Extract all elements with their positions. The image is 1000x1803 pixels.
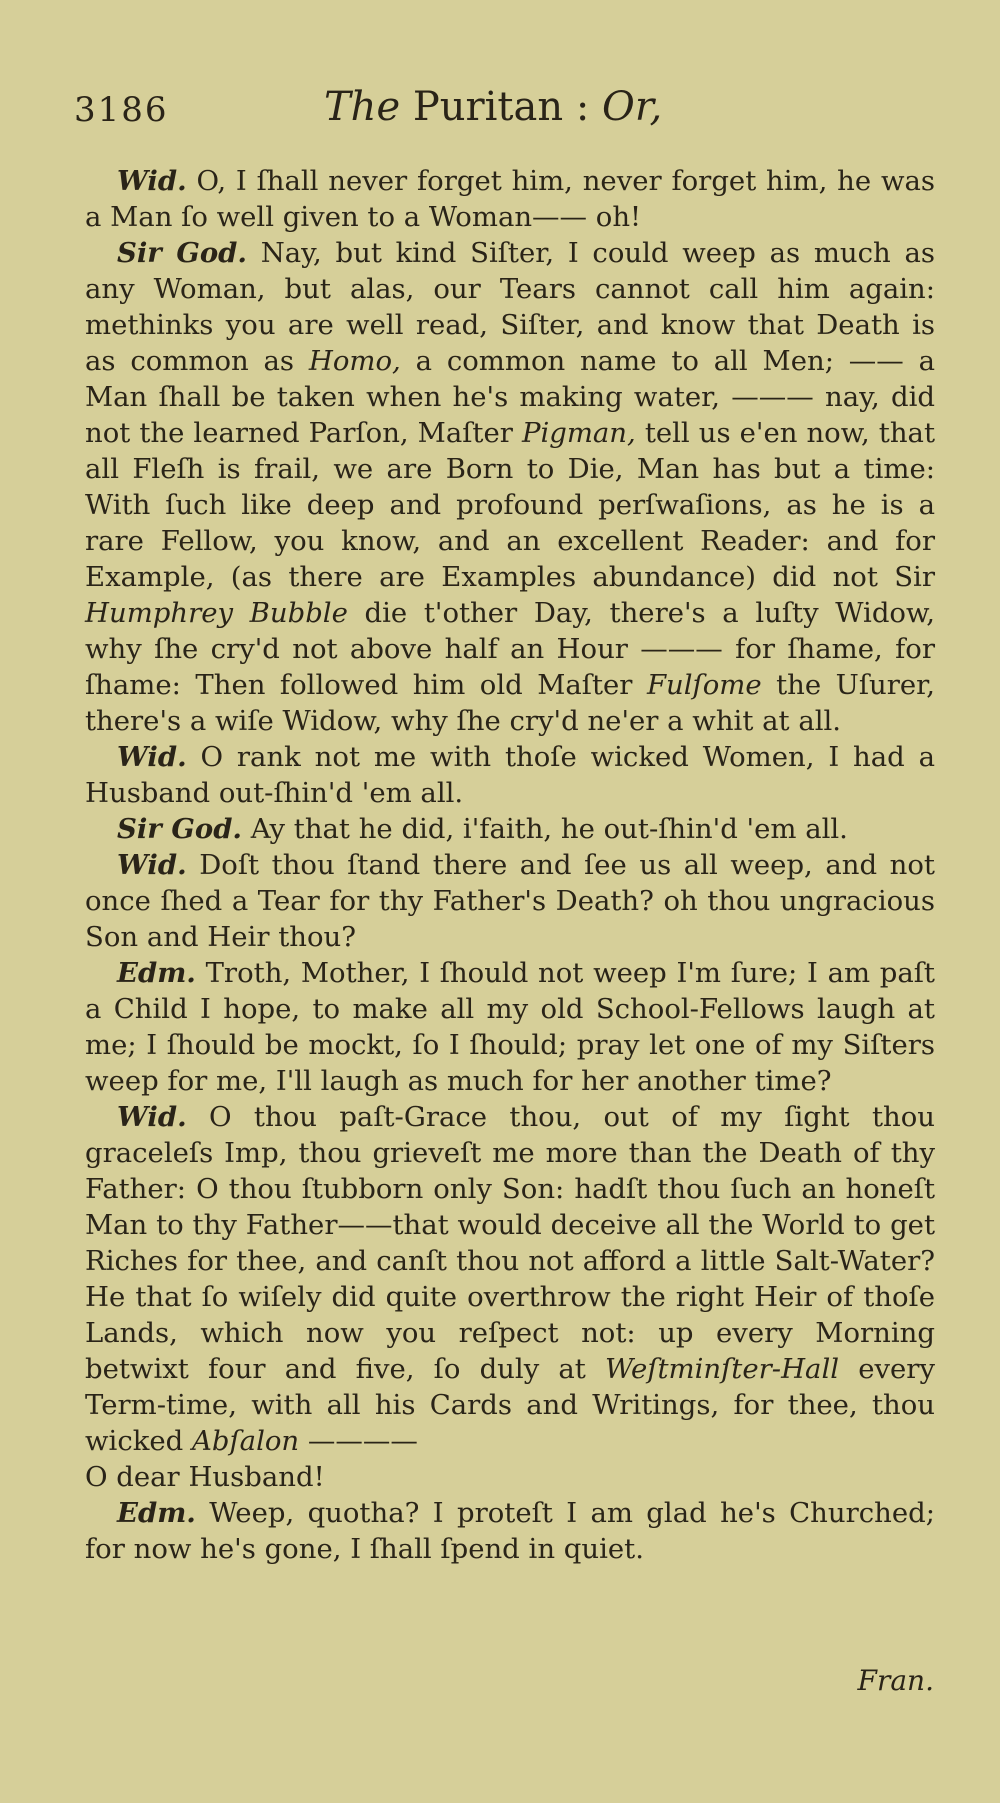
speaker-label: Sir God. — [117, 237, 247, 269]
speaker-label: Wid. — [117, 165, 187, 197]
speaker-label: Wid. — [117, 849, 187, 881]
speech-sir-godfrey-1 — [85, 235, 935, 739]
speech-text: every Term-time, with all his Cards and Writings, for thee, thou wicked — [85, 1353, 935, 1457]
speech-text: a common name to all Men; —— a Man ſhall be taken when he's making water, ——— nay, did not the learned Parſon, Maſter — [85, 345, 935, 449]
speech-text: O dear Husband! — [85, 1461, 325, 1493]
speech-text: Weep, quotha? I proteſt I am glad he's Churched; for now he's gone, I ſhall ſpend in quiet. — [85, 1497, 935, 1565]
italic-name-pigman: Pigman, — [521, 417, 636, 449]
speech-widow-3 — [85, 847, 935, 955]
page-number: 3186 — [74, 90, 169, 130]
speech-text: O thou paſt-Grace thou, out of my ſight thou graceleſs Imp, thou grieveſt me more than the Death of thy Father: O thou ſtubborn only Son: hadſt thou ſuch an honeſt Man to thy Father——that would deceive all the World to get Riches for thee, and canſt thou not afford a little Salt-Water? He that ſo wiſely did quite overthrow the right Heir of thoſe Lands, which now you reſpect not: up every Morning betwixt four and five, ſo duly at — [85, 1101, 935, 1385]
running-header — [74, 84, 934, 144]
speech-widow-1 — [85, 163, 935, 235]
speech-text: die t'other Day, there's a luſty Widow, why ſhe cry'd not above half an Hour ——— for ſhame, for ſhame: Then followed him old Maſter — [85, 597, 936, 701]
speech-text: Doſt thou ſtand there and ſee us all weep, and not once ſhed a Tear for thy Father's Death? oh thou ungracious Son and Heir thou? — [85, 849, 935, 953]
italic-name-fulsome: Fulſome — [646, 669, 762, 701]
running-title — [324, 84, 662, 130]
italic-name-humphrey-bubble: Humphrey Bubble — [85, 597, 348, 629]
speech-widow-2 — [85, 739, 935, 811]
title-main: Puritan : — [412, 84, 590, 130]
speaker-label: Edm. — [117, 957, 196, 989]
speech-text: O rank not me with thoſe wicked Women, I had a Husband out-ſhin'd 'em all. — [85, 741, 935, 809]
title-the: The — [324, 84, 401, 130]
title-or: Or, — [602, 84, 663, 130]
dash: ———— — [307, 1425, 418, 1457]
speaker-label: Wid. — [117, 741, 187, 773]
speech-edmond-1 — [85, 955, 935, 1099]
speech-text: tell us e'en now, that all Fleſh is frail, we are Born to Die, Man has but a time: With ſuch like deep and profound perſwaſions, as he is a rare Fellow, you know, and an excellent Reader: and for Example, (as there are Examples abundance) did not Sir — [85, 417, 935, 593]
speech-widow-4 — [85, 1099, 935, 1495]
speech-text: O, I ſhall never forget him, never forget him, he was a Man ſo well given to a Woman—— oh! — [85, 165, 935, 233]
italic-name-westminster-hall: Weſtminſter-Hall — [605, 1353, 840, 1385]
italic-name-absalon: Abſalon — [192, 1425, 300, 1457]
speaker-label: Wid. — [117, 1101, 187, 1133]
speech-text: Troth, Mother, I ſhould not weep I'm ſure; I am paſt a Child I hope, to make all my old School-Fellows laugh at me; I ſhould be mockt, ſo I ſhould; pray let one of my Siſters weep for me, I'll laugh as much for her another time? — [85, 957, 935, 1097]
italic-name-homo: Homo, — [308, 345, 401, 377]
speech-edmond-2 — [85, 1495, 935, 1567]
speech-text: Ay that he did, i'faith, he out-ſhin'd 'em all. — [250, 813, 848, 845]
speech-text: Nay, but kind Siſter, I could weep as much as any Woman, but alas, our Tears cannot call him again: methinks you are well read, Siſter, and know that Death is as common as — [85, 237, 935, 377]
speaker-label: Sir God. — [117, 813, 242, 845]
speech-sir-godfrey-2 — [85, 811, 935, 847]
speaker-label: Edm. — [117, 1497, 196, 1529]
catchword: Fran. — [857, 1664, 934, 1697]
speech-text: the Uſurer, there's a wiſe Widow, why ſhe cry'd ne'er a whit at all. — [85, 669, 936, 737]
dialogue-text — [85, 163, 935, 1567]
